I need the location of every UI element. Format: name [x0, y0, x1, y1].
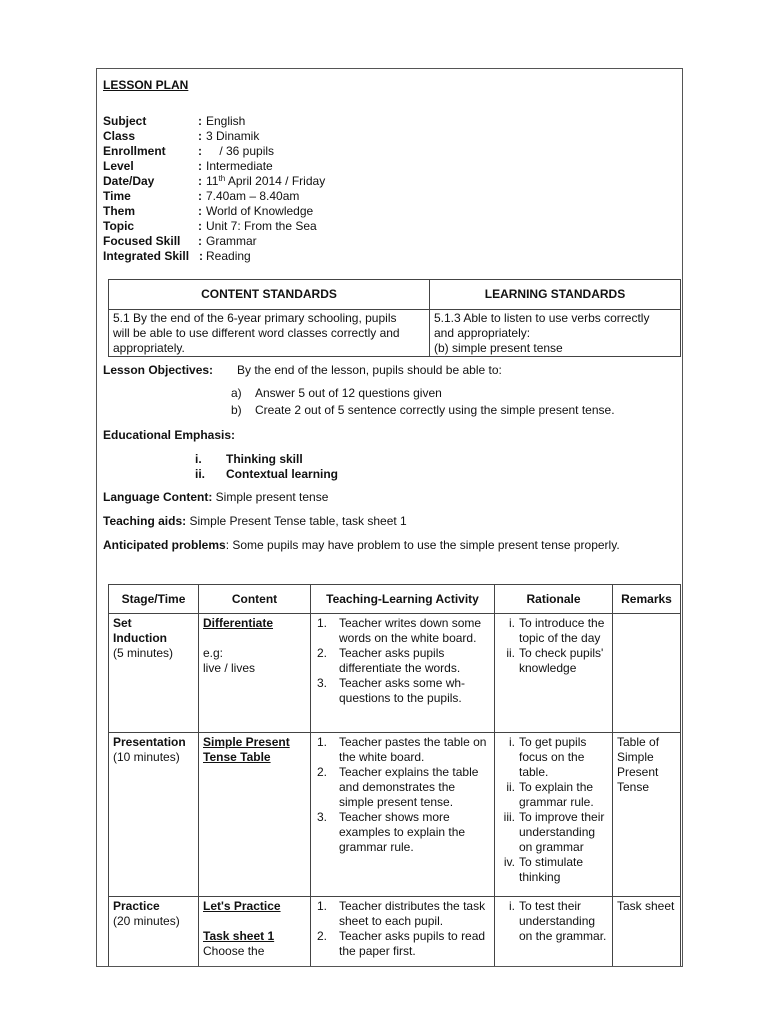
- remarks-cell: Task sheet: [613, 897, 681, 967]
- remarks-header: Remarks: [613, 585, 681, 614]
- info-value: Intermediate: [206, 159, 273, 173]
- rationale-cell: [495, 733, 613, 897]
- list-item: [315, 735, 490, 765]
- info-colon: :: [198, 204, 202, 218]
- objective-text: Answer 5 out of 12 questions given: [255, 386, 442, 400]
- activity-list: [315, 735, 490, 855]
- emphasis-marker: i.: [195, 452, 202, 466]
- learning-standards-cell: [430, 310, 681, 357]
- lesson-plan-page: [96, 68, 683, 967]
- content-standards-header: CONTENT STANDARDS: [109, 280, 430, 310]
- info-value: 7.40am – 8.40am: [206, 189, 300, 203]
- objective-marker: b): [231, 403, 242, 417]
- content-standards-cell: [109, 310, 430, 357]
- list-text: To introduce the topic of the day: [519, 616, 605, 645]
- list-text: To get pupils focus on the table.: [519, 735, 587, 779]
- content-cell: [199, 614, 311, 733]
- info-colon: :: [198, 234, 202, 248]
- list-number: i.: [509, 616, 515, 630]
- emphasis-text: Thinking skill: [226, 452, 303, 466]
- info-value: World of Knowledge: [206, 204, 314, 218]
- anticipated-problems-value: : Some pupils may have problem to use the simple present tense properly.: [225, 538, 620, 552]
- stage-name: Practice: [113, 899, 160, 913]
- info-colon: :: [198, 114, 202, 128]
- learning-standard-line: 5.1.3 Able to listen to use verbs correctly: [434, 311, 650, 325]
- list-text: To stimulate thinking: [519, 855, 584, 884]
- content-line: Choose the: [203, 944, 265, 958]
- list-item: [499, 646, 608, 676]
- teaching-aids-label: Teaching aids:: [103, 514, 187, 528]
- content-cell: [199, 733, 311, 897]
- content-title: Simple Present Tense Table: [203, 735, 290, 764]
- educational-emphasis-label: Educational Emphasis:: [103, 428, 236, 442]
- stage-time: (5 minutes): [113, 646, 174, 660]
- date-ordinal-suffix: th: [218, 174, 226, 183]
- objectives-label: Lesson Objectives:: [103, 363, 214, 377]
- objective-item: [231, 385, 442, 402]
- info-key: Time: [103, 189, 131, 203]
- info-key: Focused Skill: [103, 234, 181, 248]
- list-number: 3.: [317, 810, 328, 824]
- info-value: English: [206, 114, 246, 128]
- stage-cell: [109, 614, 199, 733]
- remarks-cell: Table of Simple Present Tense: [613, 733, 681, 897]
- table-row: [109, 614, 681, 733]
- rationale-cell: [495, 897, 613, 967]
- learning-standard-line: (b) simple present tense: [434, 341, 563, 355]
- emphasis-text: Contextual learning: [226, 467, 339, 481]
- list-number: 3.: [317, 676, 328, 690]
- info-key: Them: [103, 204, 136, 218]
- info-key: Integrated Skill: [103, 249, 190, 263]
- info-key: Topic: [103, 219, 135, 233]
- content-line: Task sheet 1: [203, 929, 275, 943]
- document-title: LESSON PLAN: [103, 78, 189, 92]
- content-cell: [199, 897, 311, 967]
- list-item: [315, 765, 490, 810]
- info-key: Class: [103, 129, 136, 143]
- info-value: Reading: [206, 249, 251, 263]
- activity-cell: [311, 897, 495, 967]
- list-item: [499, 616, 608, 646]
- emphasis-marker: ii.: [195, 467, 206, 481]
- emphasis-item: [195, 467, 339, 482]
- anticipated-problems-label: Anticipated problems: [103, 538, 226, 552]
- info-value: Unit 7: From the Sea: [206, 219, 317, 233]
- content-standard-line: appropriately.: [113, 341, 185, 355]
- list-item: [499, 780, 608, 810]
- list-item: [499, 735, 608, 780]
- info-value: / 36 pupils: [206, 144, 275, 158]
- list-number: iv.: [503, 855, 515, 869]
- list-number: 1.: [317, 899, 328, 913]
- list-number: 2.: [317, 646, 328, 660]
- stage-cell: [109, 733, 199, 897]
- info-value: Grammar: [206, 234, 257, 248]
- list-item: [315, 929, 490, 959]
- learning-standard-line: and appropriately:: [434, 326, 531, 340]
- activity-list: [315, 899, 490, 959]
- language-content: [103, 490, 328, 505]
- activity-list: [315, 616, 490, 706]
- list-number: 2.: [317, 929, 328, 943]
- info-key: Level: [103, 159, 134, 173]
- list-text: To explain the grammar rule.: [519, 780, 594, 809]
- learning-standards-header: LEARNING STANDARDS: [430, 280, 681, 310]
- date-rest: April 2014 / Friday: [225, 174, 326, 188]
- list-text: To check pupils' knowledge: [519, 646, 604, 675]
- teaching-aids-value: Simple Present Tense table, task sheet 1: [189, 514, 407, 528]
- list-item: [499, 899, 608, 944]
- stage-time: (10 minutes): [113, 750, 180, 764]
- stage-cell: [109, 897, 199, 967]
- emphasis-item: [195, 452, 303, 467]
- activity-cell: [311, 614, 495, 733]
- list-number: 2.: [317, 765, 328, 779]
- rationale-list: [499, 735, 608, 885]
- info-colon: :: [198, 144, 202, 158]
- objective-item: [231, 402, 615, 419]
- stage-time-header: Stage/Time: [109, 585, 199, 614]
- table-row: [109, 897, 681, 967]
- content-line: e.g:: [203, 646, 224, 660]
- list-number: 1.: [317, 616, 328, 630]
- info-colon: :: [198, 159, 202, 173]
- table-row: [109, 733, 681, 897]
- rationale-cell: [495, 614, 613, 733]
- objectives-intro: By the end of the lesson, pupils should be able to:: [237, 363, 502, 377]
- content-line: live / lives: [203, 661, 256, 675]
- list-number: 1.: [317, 735, 328, 749]
- content-title: Let's Practice: [203, 899, 281, 913]
- info-value: 3 Dinamik: [206, 129, 260, 143]
- lesson-activity-table: [108, 584, 681, 967]
- activity-cell: [311, 733, 495, 897]
- list-item: [315, 646, 490, 676]
- list-item: [315, 810, 490, 855]
- standards-table: [108, 279, 681, 357]
- info-colon: :: [199, 249, 203, 263]
- list-number: iii.: [503, 810, 515, 824]
- list-item: [315, 616, 490, 646]
- list-text: To improve their understanding on grammar: [519, 810, 605, 854]
- content-standard-line: will be able to use different word classes correctly and: [113, 326, 400, 340]
- info-key: Date/Day: [103, 174, 155, 188]
- list-text: Teacher shows more examples to explain the grammar rule.: [339, 810, 466, 854]
- rationale-list: [499, 899, 608, 944]
- content-standard-line: 5.1 By the end of the 6-year primary schooling, pupils: [113, 311, 397, 325]
- list-item: [315, 899, 490, 929]
- info-value: [206, 174, 325, 189]
- info-colon: :: [198, 174, 202, 188]
- language-content-label: Language Content:: [103, 490, 213, 504]
- info-colon: :: [198, 219, 202, 233]
- content-header: Content: [199, 585, 311, 614]
- list-number: ii.: [506, 646, 515, 660]
- rationale-list: [499, 616, 608, 676]
- list-text: Teacher asks pupils to read the paper first.: [339, 929, 486, 958]
- stage-time: (20 minutes): [113, 914, 180, 928]
- list-item: [315, 676, 490, 706]
- anticipated-problems: [103, 538, 620, 553]
- content-line: [203, 914, 306, 929]
- objectives-list: [231, 385, 615, 419]
- list-text: Teacher writes down some words on the white board.: [339, 616, 482, 645]
- list-item: [499, 855, 608, 885]
- info-key: Enrollment: [103, 144, 166, 158]
- list-text: Teacher distributes the task sheet to each pupil.: [339, 899, 486, 928]
- date-day-number: 11: [206, 174, 219, 188]
- remarks-cell: [613, 614, 681, 733]
- content-line: [203, 631, 306, 646]
- info-colon: :: [198, 129, 202, 143]
- list-text: Teacher pastes the table on the white board.: [339, 735, 487, 764]
- emphasis-list: [195, 452, 339, 482]
- info-key: Subject: [103, 114, 147, 128]
- list-text: Teacher asks pupils differentiate the words.: [339, 646, 461, 675]
- language-content-value: Simple present tense: [215, 490, 329, 504]
- activity-header: Teaching-Learning Activity: [311, 585, 495, 614]
- list-number: ii.: [506, 780, 515, 794]
- list-text: Teacher explains the table and demonstrates the simple present tense.: [339, 765, 479, 809]
- content-title: Differentiate: [203, 616, 274, 630]
- stage-name: Set Induction: [113, 616, 167, 645]
- objective-text: Create 2 out of 5 sentence correctly using the simple present tense.: [255, 403, 615, 417]
- list-text: Teacher asks some wh-questions to the pupils.: [339, 676, 466, 705]
- list-number: i.: [509, 899, 515, 913]
- teaching-aids: [103, 514, 407, 529]
- info-colon: :: [198, 189, 202, 203]
- rationale-header: Rationale: [495, 585, 613, 614]
- objective-marker: a): [231, 386, 242, 400]
- list-item: [499, 810, 608, 855]
- list-number: i.: [509, 735, 515, 749]
- stage-name: Presentation: [113, 735, 186, 749]
- list-text: To test their understanding on the grammar.: [519, 899, 607, 943]
